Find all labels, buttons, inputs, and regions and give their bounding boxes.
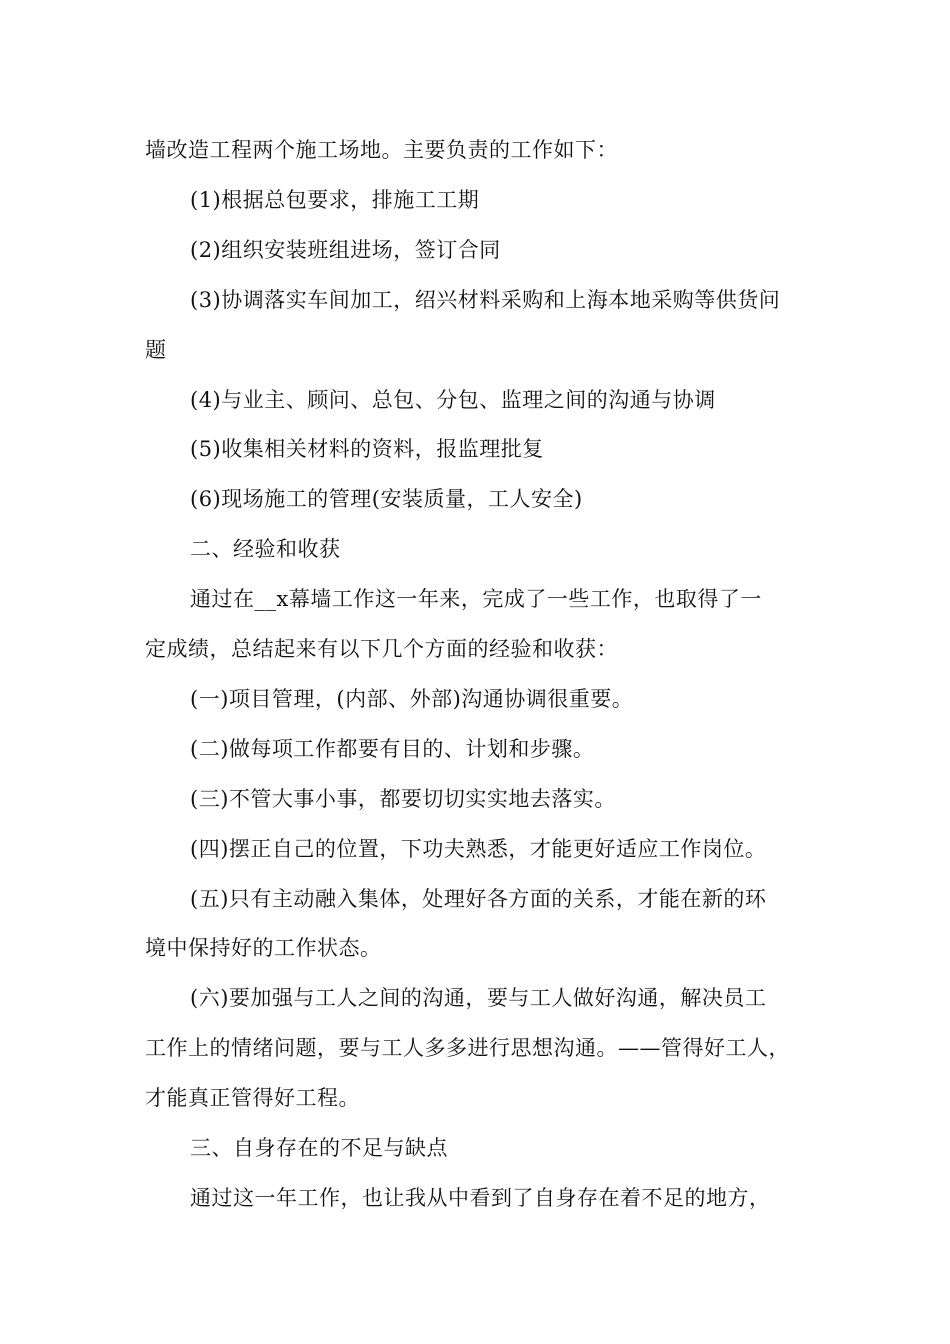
text-line: 题 xyxy=(145,338,167,362)
text-line: 才能真正管得好工程。 xyxy=(145,1086,360,1110)
list-item: (二)做每项工作都要有目的、计划和步骤。 xyxy=(190,737,595,761)
list-item: (1)根据总包要求，排施工工期 xyxy=(190,188,480,212)
list-item: (三)不管大事小事，都要切切实实地去落实。 xyxy=(190,787,616,811)
list-item: (六)要加强与工人之间的沟通，要与工人做好沟通，解决员工 xyxy=(190,986,767,1010)
list-item: (四)摆正自己的位置，下功夫熟悉，才能更好适应工作岗位。 xyxy=(190,837,767,861)
list-item: (6)现场施工的管理(安装质量，工人安全) xyxy=(190,487,583,511)
paragraph-line: 通过在__x幕墙工作这一年来，完成了一些工作，也取得了一 xyxy=(190,587,762,611)
text-line: 工作上的情绪问题，要与工人多多进行思想沟通。——管得好工人， xyxy=(145,1036,790,1060)
text-line: 境中保持好的工作状态。 xyxy=(145,936,382,960)
paragraph-line: 定成绩，总结起来有以下几个方面的经验和收获： xyxy=(145,637,618,661)
text-line: 墙改造工程两个施工场地。主要负责的工作如下： xyxy=(145,138,618,162)
list-item: (3)协调落实车间加工，绍兴材料采购和上海本地采购等供货问 xyxy=(190,288,781,312)
section-heading: 三、自身存在的不足与缺点 xyxy=(190,1136,448,1160)
list-item: (4)与业主、顾问、总包、分包、监理之间的沟通与协调 xyxy=(190,388,716,412)
list-item: (一)项目管理，(内部、外部)沟通协调很重要。 xyxy=(190,687,634,711)
list-item: (五)只有主动融入集体，处理好各方面的关系，才能在新的环 xyxy=(190,887,767,911)
section-heading: 二、经验和收获 xyxy=(190,537,341,561)
list-item: (2)组织安装班组进场，签订合同 xyxy=(190,238,501,262)
list-item: (5)收集相关材料的资料，报监理批复 xyxy=(190,437,544,461)
paragraph-line: 通过这一年工作，也让我从中看到了自身存在着不足的地方， xyxy=(190,1186,771,1210)
